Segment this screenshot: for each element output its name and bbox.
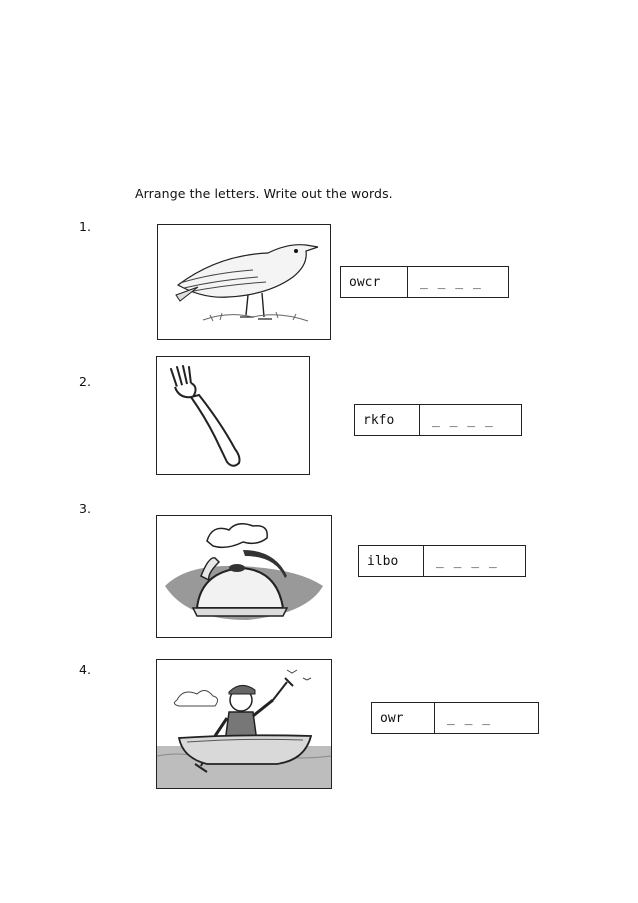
scrambled-word-4: owr [372,703,435,733]
rowing-boat-icon [157,660,331,788]
answer-blanks-3[interactable]: _ _ _ _ [436,553,498,569]
answer-blanks-4[interactable]: _ _ _ [447,710,492,726]
crow-icon [158,225,330,339]
answer-box-3 [358,545,526,577]
crow-picture [157,224,331,340]
scrambled-word-1: owcr [341,267,408,297]
fork-icon [157,357,309,474]
kettle-icon [157,516,331,637]
instruction-text: Arrange the letters. Write out the words. [135,186,393,201]
answer-box-4 [371,702,539,734]
man-rowing-boat-picture [156,659,332,789]
kettle-picture [156,515,332,638]
scrambled-word-3: ilbo [359,546,424,576]
answer-box-1 [340,266,509,298]
item-1-number: 1. [79,219,91,234]
item-4-number: 4. [79,662,91,677]
fork-picture [156,356,310,475]
item-3-number: 3. [79,501,91,516]
answer-box-2 [354,404,522,436]
scrambled-word-2: rkfo [355,405,420,435]
answer-blanks-2[interactable]: _ _ _ _ [432,412,494,428]
answer-blanks-1[interactable]: _ _ _ _ [420,274,482,290]
item-2-number: 2. [79,374,91,389]
